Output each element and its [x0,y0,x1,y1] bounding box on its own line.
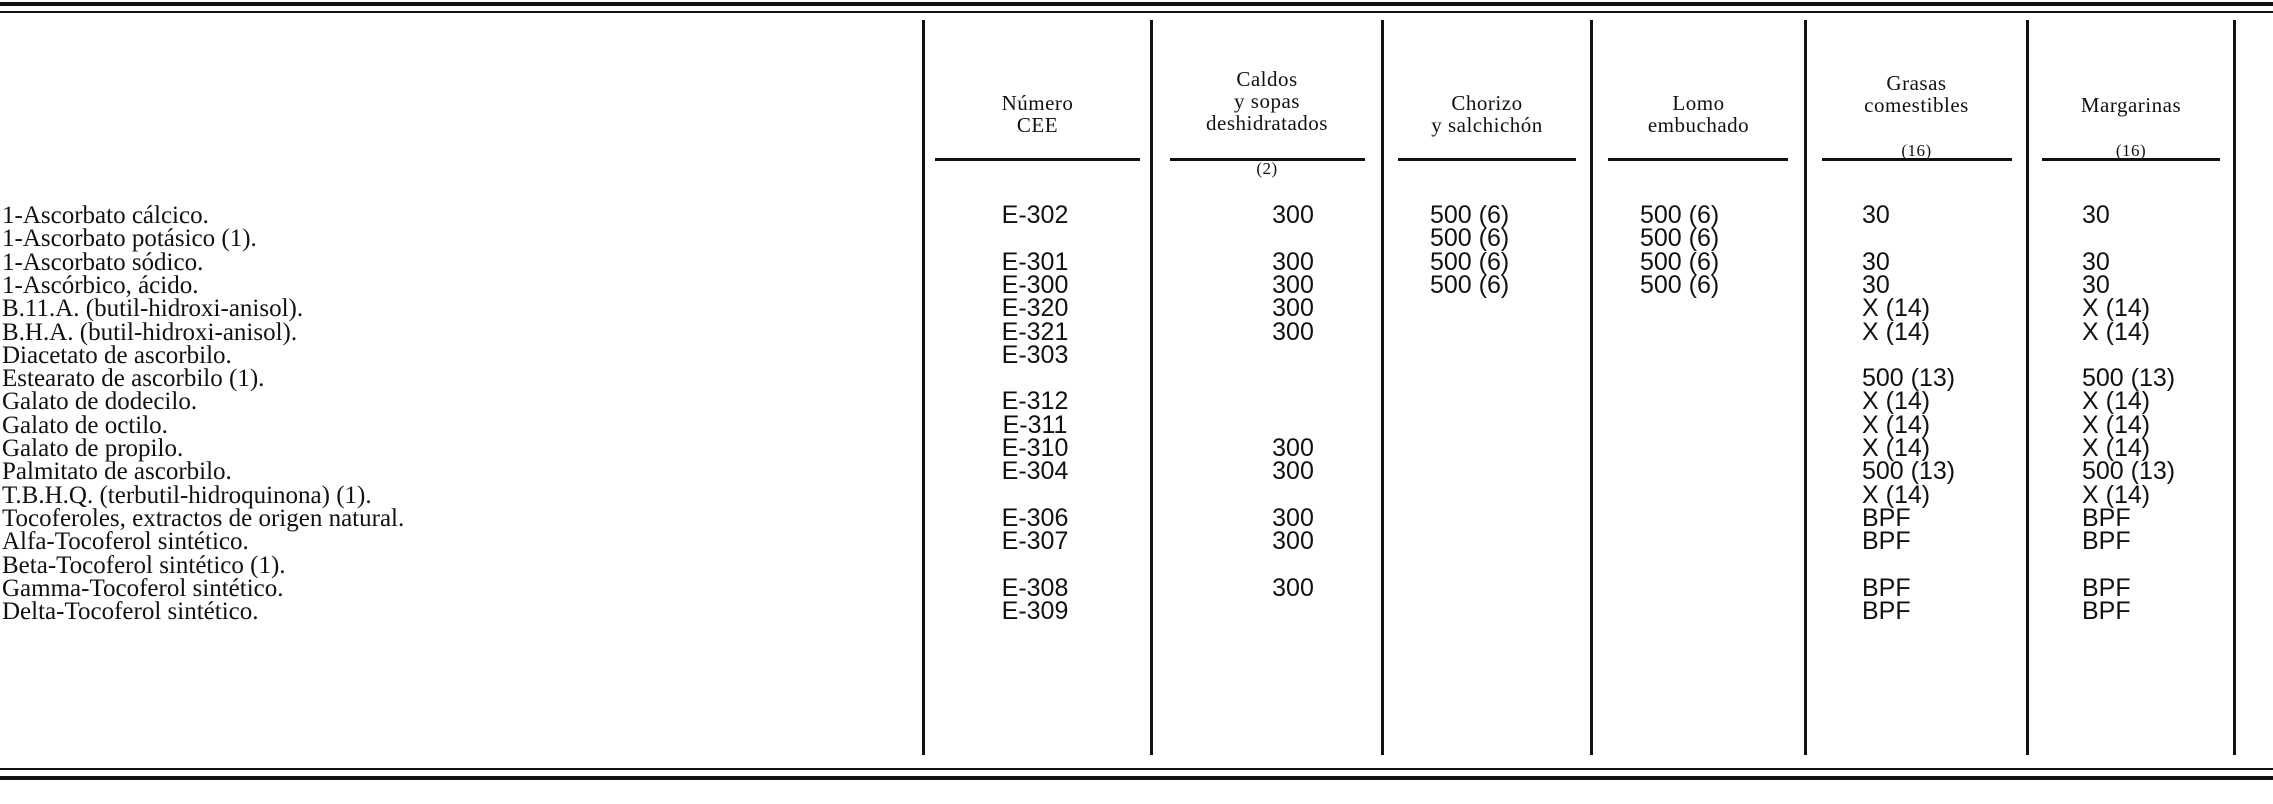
cell-name: 1-Ascorbato cálcico. [2,202,209,229]
cell-cee: E-308 [1001,574,1069,602]
cell-margarinas: 500 (13) [2082,364,2176,392]
cell-lomo: 500 (6) [1640,201,1720,229]
cell-grasas: X (14) [1862,387,1931,415]
cell-cee: E-302 [1001,201,1069,229]
cell-lomo: 500 (6) [1640,248,1720,276]
cell-name: Delta-Tocoferol sintético. [2,598,259,625]
table-row [0,366,2273,391]
cell-caldos: 300 [1272,457,1314,485]
cell-cee: E-300 [1001,271,1069,299]
header-main: Chorizo y salchichón [1431,91,1543,137]
cell-grasas: X (14) [1862,411,1931,439]
cell-cee: E-310 [1001,434,1069,462]
cell-margarinas: X (14) [2082,387,2151,415]
cell-cee: E-309 [1001,597,1069,625]
cell-chorizo: 500 (6) [1430,248,1510,276]
cell-grasas: BPF [1862,597,1911,625]
table-row [0,576,2273,601]
cell-chorizo: 500 (6) [1430,271,1510,299]
cell-margarinas: X (14) [2082,411,2151,439]
header-main: Grasas comestibles [1864,71,1969,117]
cell-caldos: 300 [1272,248,1314,276]
cell-grasas: X (14) [1862,318,1931,346]
cell-margarinas: 30 [2082,248,2110,276]
header-caldos [1153,46,1381,180]
cell-grasas: BPF [1862,574,1911,602]
top-rule-thin [0,11,2273,13]
table-row [0,250,2273,275]
cell-caldos: 300 [1272,434,1314,462]
table-row [0,203,2273,228]
cell-grasas: 30 [1862,248,1890,276]
cell-caldos: 300 [1272,201,1314,229]
cell-cee: E-312 [1001,387,1069,415]
header-main: Caldos y sopas deshidratados [1206,67,1328,135]
cell-margarinas: X (14) [2082,318,2151,346]
table-row [0,599,2273,624]
header-numero-cee [925,70,1150,136]
cell-grasas: 30 [1862,201,1890,229]
header-note: (16) [1901,141,1932,160]
header-underline-3 [1398,158,1576,161]
cell-name: 1-Ascórbico, ácido. [2,272,199,299]
table-row [0,320,2273,345]
cell-cee: E-306 [1001,504,1069,532]
header-note: (16) [2115,141,2147,160]
cell-lomo: 500 (6) [1640,271,1720,299]
cell-name: Galato de octilo. [2,412,168,439]
table-row [0,459,2273,484]
header-margarinas [2029,72,2233,162]
cell-grasas: 30 [1862,271,1890,299]
cell-cee: E-304 [1001,457,1069,485]
header-note: (2) [1256,159,1278,178]
header-underline-4 [1608,158,1788,161]
cell-margarinas: 500 (13) [2082,457,2176,485]
cell-name: Diacetato de ascorbilo. [2,342,232,369]
cell-cee: E-320 [1001,294,1069,322]
cell-name: Galato de propilo. [2,435,184,462]
table-row [0,296,2273,321]
cell-margarinas: 30 [2082,201,2110,229]
cell-caldos: 300 [1272,318,1314,346]
cell-grasas: X (14) [1862,434,1931,462]
cell-margarinas: BPF [2082,504,2131,532]
cell-cee: E-303 [1001,341,1069,369]
cell-margarinas: 30 [2082,271,2110,299]
cell-name: Tocoferoles, extractos de origen natural. [2,505,405,532]
cell-name: 1-Ascorbato potásico (1). [2,225,257,252]
cell-grasas: 500 (13) [1862,457,1956,485]
header-underline-1 [935,158,1140,161]
header-lomo [1593,70,1804,136]
table-row [0,506,2273,531]
table-row [0,389,2273,414]
cell-cee: E-301 [1001,248,1069,276]
cell-chorizo: 500 (6) [1430,224,1510,252]
table-row [0,273,2273,298]
header-main: Lomo embuchado [1647,91,1750,137]
cell-name: 1-Ascorbato sódico. [2,249,204,276]
cell-grasas: 500 (13) [1862,364,1956,392]
cell-lomo: 500 (6) [1640,224,1720,252]
cell-grasas: X (14) [1862,294,1931,322]
cell-margarinas: X (14) [2082,294,2151,322]
cell-caldos: 300 [1272,294,1314,322]
cell-cee: E-311 [1002,411,1068,439]
cell-cee: E-321 [1001,318,1069,346]
cell-cee: E-307 [1001,527,1069,555]
header-chorizo [1384,70,1590,136]
cell-margarinas: BPF [2082,597,2131,625]
header-main: Margarinas [2080,93,2182,117]
bottom-rule-thick [0,776,2273,780]
cell-chorizo: 500 (6) [1430,201,1510,229]
cell-name: B.11.A. (butil-hidroxi-anisol). [2,295,304,322]
cell-grasas: BPF [1862,527,1911,555]
cell-name: T.B.H.Q. (terbutil-hidroquinona) (1). [2,482,372,509]
cell-name: B.H.A. (butil-hidroxi-anisol). [2,319,298,346]
cell-name: Alfa-Tocoferol sintético. [2,528,249,555]
cell-margarinas: BPF [2082,574,2131,602]
bottom-rule-thin [0,768,2273,770]
cell-caldos: 300 [1272,574,1314,602]
top-rule-thick [0,2,2273,6]
cell-margarinas: X (14) [2082,481,2151,509]
table-row [0,413,2273,438]
table-row [0,529,2273,554]
cell-name: Galato de dodecilo. [2,388,198,415]
cell-name: Gamma-Tocoferol sintético. [2,575,284,602]
table-row [0,226,2273,251]
cell-grasas: X (14) [1862,481,1931,509]
cell-caldos: 300 [1272,271,1314,299]
cell-name: Palmitato de ascorbilo. [2,458,232,485]
cell-grasas: BPF [1862,504,1911,532]
header-grasas [1807,50,2026,162]
cell-caldos: 300 [1272,504,1314,532]
cell-margarinas: X (14) [2082,434,2151,462]
cell-caldos: 300 [1272,527,1314,555]
cell-margarinas: BPF [2082,527,2131,555]
cell-name: Estearato de ascorbilo (1). [2,365,265,392]
table-row [0,553,2273,578]
cell-name: Beta-Tocoferol sintético (1). [2,552,286,579]
header-main: Número CEE [1001,91,1074,137]
